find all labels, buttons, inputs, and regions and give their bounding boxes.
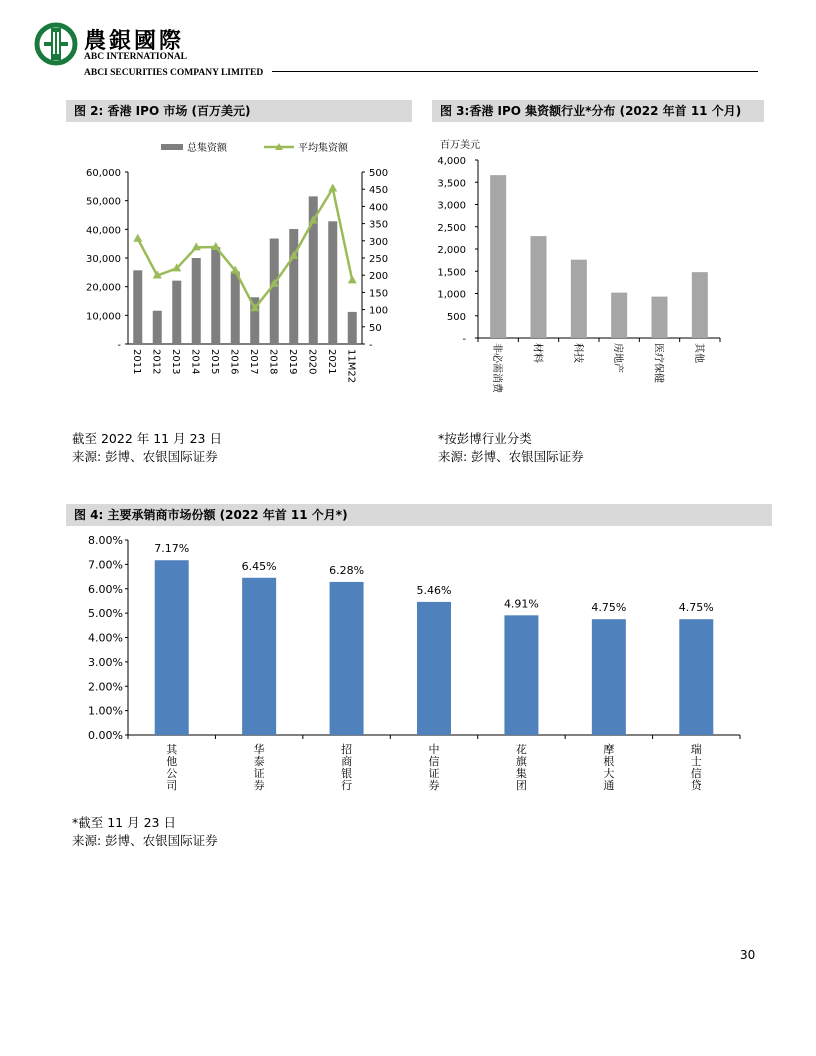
x-tick-label: 其他 — [692, 343, 704, 363]
fig4-note-date: *截至 11 月 23 日 — [72, 815, 176, 830]
bar-total-2012 — [153, 311, 162, 344]
y-tick-label: 2,500 — [437, 222, 466, 234]
y-tick-label: 5.00% — [88, 607, 123, 621]
left-tick-label: 40,000 — [86, 225, 121, 237]
marker-average-11M22 — [348, 275, 357, 283]
y-tick-label: 2,000 — [437, 245, 466, 256]
bar-share-瑞士信贷 — [679, 619, 713, 735]
left-tick-label: 50,000 — [86, 196, 121, 208]
right-tick-label: 50 — [369, 322, 382, 334]
x-tick-label: 房地产 — [612, 343, 624, 373]
bar-share-花旗集团 — [504, 615, 538, 735]
y-tick-label: 1,500 — [437, 267, 466, 279]
y-tick-label: 500 — [446, 311, 466, 323]
right-tick-label: 150 — [369, 288, 389, 300]
marker-average-2021 — [328, 184, 337, 192]
data-label: 4.75% — [591, 601, 627, 615]
x-tick-label: 医疗保健 — [652, 343, 664, 383]
header-divider — [272, 71, 758, 72]
bar-total-2011 — [133, 270, 142, 344]
bar-total-2016 — [231, 271, 240, 344]
right-tick-label: 200 — [369, 271, 389, 283]
data-label: 4.75% — [678, 601, 714, 615]
bar-total-2019 — [289, 229, 298, 344]
fig4-note-source: 来源: 彭博、农银国际证券 — [72, 833, 218, 848]
left-tick-label: 20,000 — [86, 282, 121, 294]
x-tick-label: 中信证券 — [428, 743, 440, 792]
fig3-note-source: 来源: 彭博、农银国际证券 — [438, 449, 584, 464]
bar-sector-非必需消费 — [490, 175, 506, 338]
legend-label-average: 平均集资额 — [298, 143, 348, 154]
legend-swatch-total — [161, 144, 183, 150]
bar-share-其他公司 — [155, 560, 189, 735]
chart-underwriter-share — [66, 528, 772, 808]
bar-share-中信证券 — [417, 602, 451, 735]
x-tick-label: 2011 — [130, 349, 142, 375]
abc-logo — [34, 22, 78, 66]
y-tick-label: - — [462, 334, 466, 345]
y-tick-label: 3,000 — [437, 200, 466, 212]
x-tick-label: 2018 — [267, 349, 279, 375]
fig2-title: 图 2: 香港 IPO 市场 (百万美元) — [66, 100, 412, 122]
bar-total-2013 — [172, 281, 181, 344]
y-tick-label: 1.00% — [88, 704, 123, 718]
right-tick-label: - — [369, 340, 373, 351]
y-tick-label: 0.00% — [88, 729, 123, 742]
bar-total-2018 — [270, 239, 279, 344]
fig4-title: 图 4: 主要承销商市场份额 (2022 年首 11 个月*) — [66, 504, 772, 526]
x-tick-label: 2014 — [189, 349, 201, 375]
chart-hk-ipo-market — [66, 128, 412, 418]
right-tick-label: 350 — [369, 219, 389, 231]
y-tick-label: 3,500 — [437, 178, 466, 190]
x-tick-label: 2021 — [325, 349, 337, 375]
fig2-note-source: 来源: 彭博、农银国际证券 — [72, 449, 218, 464]
x-tick-label: 瑞士信贷 — [690, 743, 702, 792]
right-tick-label: 450 — [369, 185, 389, 197]
x-tick-label: 2019 — [286, 349, 298, 375]
x-tick-label: 其他公司 — [166, 743, 178, 792]
right-tick-label: 100 — [369, 305, 389, 317]
data-label: 7.17% — [154, 542, 190, 556]
y-tick-label: 1,000 — [437, 289, 466, 301]
right-tick-label: 300 — [369, 236, 389, 248]
right-tick-label: 250 — [369, 254, 389, 265]
bar-share-华泰证券 — [242, 578, 276, 735]
bar-sector-其他 — [692, 272, 708, 338]
y-tick-label: 7.00% — [88, 558, 123, 572]
x-tick-label: 非必需消费 — [491, 343, 503, 393]
bar-sector-科技 — [571, 260, 587, 338]
brand-subtitle-en: ABCI SECURITIES COMPANY LIMITED — [84, 68, 264, 78]
line-average — [138, 189, 353, 309]
y-tick-label: 8.00% — [88, 534, 123, 547]
x-tick-label: 摩根大通 — [603, 743, 615, 792]
x-tick-label: 2013 — [169, 349, 181, 375]
right-tick-label: 400 — [369, 202, 389, 214]
brand-name-cn: 農銀國際 — [84, 28, 185, 54]
bar-sector-医疗保健 — [652, 297, 668, 338]
x-tick-label: 2016 — [228, 349, 240, 375]
bar-share-招商银行 — [330, 582, 364, 735]
bar-total-2015 — [211, 247, 220, 344]
brand-name-en: ABC INTERNATIONAL — [84, 52, 188, 62]
bar-sector-房地产 — [611, 293, 627, 338]
x-tick-label: 2015 — [208, 349, 220, 375]
fig2-note-date: 截至 2022 年 11 月 23 日 — [72, 431, 222, 446]
y-tick-label: 2.00% — [88, 680, 123, 694]
x-tick-label: 华泰证券 — [253, 743, 265, 792]
left-tick-label: 60,000 — [86, 168, 121, 179]
marker-average-2011 — [133, 234, 142, 242]
page-number: 30 — [740, 948, 756, 962]
left-tick-label: 30,000 — [86, 254, 121, 265]
x-tick-label: 2020 — [306, 349, 318, 375]
bar-share-摩根大通 — [592, 619, 626, 735]
y-axis-unit-label: 百万美元 — [440, 140, 480, 151]
x-tick-label: 材料 — [531, 343, 543, 363]
legend-label-total: 总集资额 — [187, 143, 227, 154]
x-tick-label: 2012 — [150, 349, 162, 375]
x-tick-label: 招商银行 — [341, 743, 353, 792]
left-tick-label: 10,000 — [86, 311, 121, 323]
data-label: 6.28% — [329, 563, 365, 577]
x-tick-label: 科技 — [571, 343, 583, 363]
x-tick-label: 2017 — [247, 349, 259, 375]
x-tick-label: 花旗集团 — [515, 743, 527, 792]
bar-total-2021 — [328, 221, 337, 344]
right-tick-label: 500 — [369, 168, 389, 179]
chart-ipo-by-sector — [432, 128, 764, 418]
data-label: 5.46% — [416, 583, 452, 597]
fig3-note-classification: *按彭博行业分类 — [438, 431, 532, 446]
data-label: 6.45% — [241, 559, 277, 573]
fig3-title: 图 3:香港 IPO 集资额行业*分布 (2022 年首 11 个月) — [432, 100, 764, 122]
bar-total-2014 — [192, 258, 201, 344]
y-tick-label: 4,000 — [437, 156, 466, 167]
y-tick-label: 4.00% — [88, 631, 123, 645]
bar-sector-材料 — [531, 236, 547, 338]
x-tick-label: 11M22 — [345, 349, 357, 384]
data-label: 4.91% — [503, 597, 539, 611]
y-tick-label: 3.00% — [88, 655, 123, 669]
left-tick-label: - — [117, 340, 121, 351]
y-tick-label: 6.00% — [88, 582, 123, 596]
bar-total-11M22 — [348, 312, 357, 344]
